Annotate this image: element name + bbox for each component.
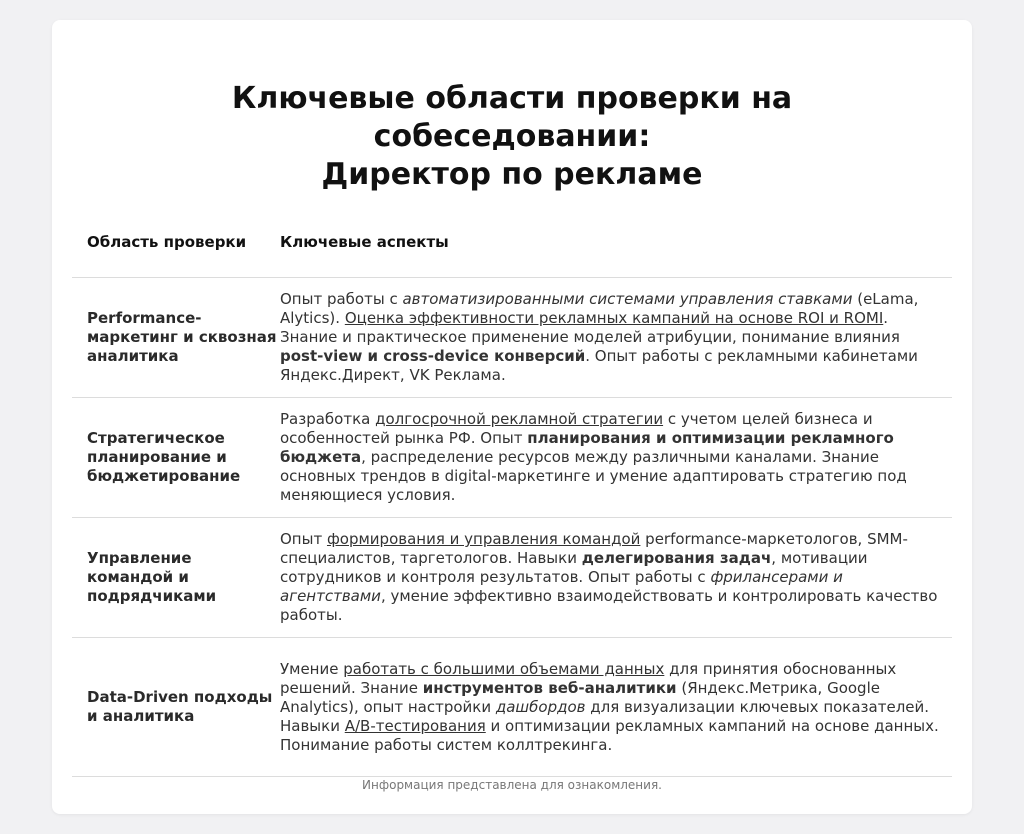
- underlined-text: Оценка эффективности рекламных кампаний на основе ROI и ROMI: [344, 309, 884, 327]
- underlined-text: A/B-тестирования: [344, 716, 486, 735]
- emphasis-text: дашбордов: [495, 697, 586, 716]
- bold-text: инструментов веб-аналитики: [422, 678, 677, 697]
- text-segment: Опыт работы с: [280, 290, 403, 308]
- table-row: [72, 278, 952, 398]
- page-title-line: Директор по рекламе: [321, 157, 703, 192]
- text-segment: , распределение ресурсов между различными каналами. Знание основных трендов в digital-маркетинге и умение адаптировать стратегию под меняющиеся условия.: [280, 448, 907, 504]
- row-area: Стратегическое планирование и бюджетирование: [87, 429, 241, 485]
- row-area: Управление командой и подрядчиками: [87, 549, 217, 605]
- text-segment: . Знание и практическое применение моделей атрибуции, понимание влияния: [280, 309, 900, 346]
- table-row: [72, 398, 952, 518]
- bold-text: post-view и cross-device конверсий: [280, 347, 586, 365]
- aspects-text: [280, 290, 940, 385]
- underlined-text: долгосрочной рекламной стратегии: [375, 410, 664, 428]
- bold-text: планирования и оптимизации рекламного бюджета: [280, 429, 894, 466]
- table-header-row: [72, 208, 952, 278]
- text-segment: Опыт: [280, 530, 327, 548]
- emphasis-text: автоматизированными системами управления ставками: [402, 290, 853, 308]
- table-row: [72, 638, 952, 777]
- text-segment: Умение: [280, 659, 344, 678]
- text-segment: (eLama, Alytics).: [280, 290, 919, 327]
- table-row: [72, 518, 952, 638]
- aspects-text: [280, 660, 940, 755]
- text-segment: с учетом целей бизнеса и особенностей рынка РФ. Опыт: [280, 410, 873, 447]
- row-area: Performance-маркетинг и сквозная аналитика: [87, 309, 277, 365]
- underlined-text: формирования и управления командой: [326, 530, 641, 548]
- text-segment: , умение эффективно взаимодействовать и контролировать качество работы.: [280, 587, 938, 624]
- page-title: [52, 80, 972, 194]
- row-area: Data-Driven подходы и аналитика: [87, 688, 273, 725]
- text-segment: и оптимизации рекламных кампаний на основе данных. Понимание работы систем коллтрекинга.: [280, 716, 939, 754]
- content-card: [52, 20, 972, 814]
- emphasis-text: фрилансерами и агентствами: [280, 568, 843, 605]
- text-segment: , мотивации сотрудников и контроля результатов. Опыт работы с: [280, 549, 868, 586]
- footer-note: Информация представлена для ознакомления.: [362, 778, 662, 792]
- text-segment: (Яндекс.Метрика, Google Analytics), опыт настройки: [280, 678, 880, 716]
- page-title-line: собеседовании:: [373, 119, 651, 154]
- aspects-text: [280, 410, 940, 505]
- interview-areas-table: [72, 208, 952, 777]
- aspects-text: [280, 530, 940, 625]
- text-segment: performance-маркетологов, SMM-специалистов, таргетологов. Навыки: [280, 530, 908, 567]
- text-segment: для принятия обоснованных решений. Знание: [280, 659, 897, 697]
- text-segment: Разработка: [280, 410, 376, 428]
- page-title-line: Ключевые области проверки на: [231, 81, 793, 116]
- underlined-text: работать с большими объемами данных: [343, 659, 665, 678]
- header-aspects: Ключевые аспекты: [280, 233, 449, 251]
- text-segment: для визуализации ключевых показателей. Навыки: [280, 697, 930, 735]
- row-aspects: [280, 638, 952, 776]
- text-segment: . Опыт работы с рекламными кабинетами Яндекс.Директ, VK Реклама.: [280, 347, 918, 384]
- row-aspects: [280, 518, 952, 637]
- row-aspects: [280, 278, 952, 397]
- bold-text: делегирования задач: [581, 549, 772, 567]
- row-aspects: [280, 398, 952, 517]
- header-area: Область проверки: [87, 233, 247, 251]
